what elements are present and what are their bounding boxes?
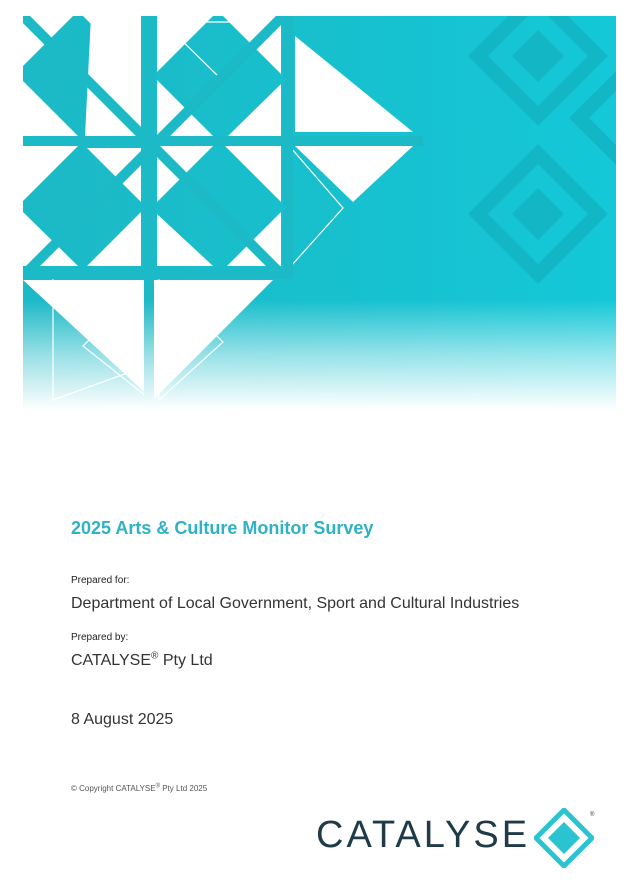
prepared-by-label: Prepared by:: [71, 632, 129, 643]
prepared-for-label: Prepared for:: [71, 575, 130, 586]
catalyse-logo: [316, 808, 596, 868]
document-title: 2025 Arts & Culture Monitor Survey: [71, 518, 374, 538]
prepared-for-value: Department of Local Government, Sport and Cultural Industries: [71, 595, 520, 612]
prepared-by-value: [71, 652, 213, 670]
prepared-by-suffix: Pty Ltd: [158, 652, 213, 669]
prepared-by-name: CATALYSE: [71, 652, 152, 669]
diamond-logo-icon: [534, 808, 594, 868]
document-date: 8 August 2025: [71, 711, 174, 728]
copyright-prefix: © Copyright CATALYSE: [71, 784, 156, 793]
registered-mark: ®: [151, 650, 159, 662]
copyright-registered-mark: ®: [155, 783, 161, 790]
cover-hero-graphic: [23, 16, 616, 410]
logo-registered-mark: ®: [590, 812, 595, 818]
copyright-suffix: Pty Ltd 2025: [160, 784, 208, 793]
copyright-notice: [71, 784, 207, 793]
logo-wordmark: CATALYSE: [316, 814, 531, 856]
